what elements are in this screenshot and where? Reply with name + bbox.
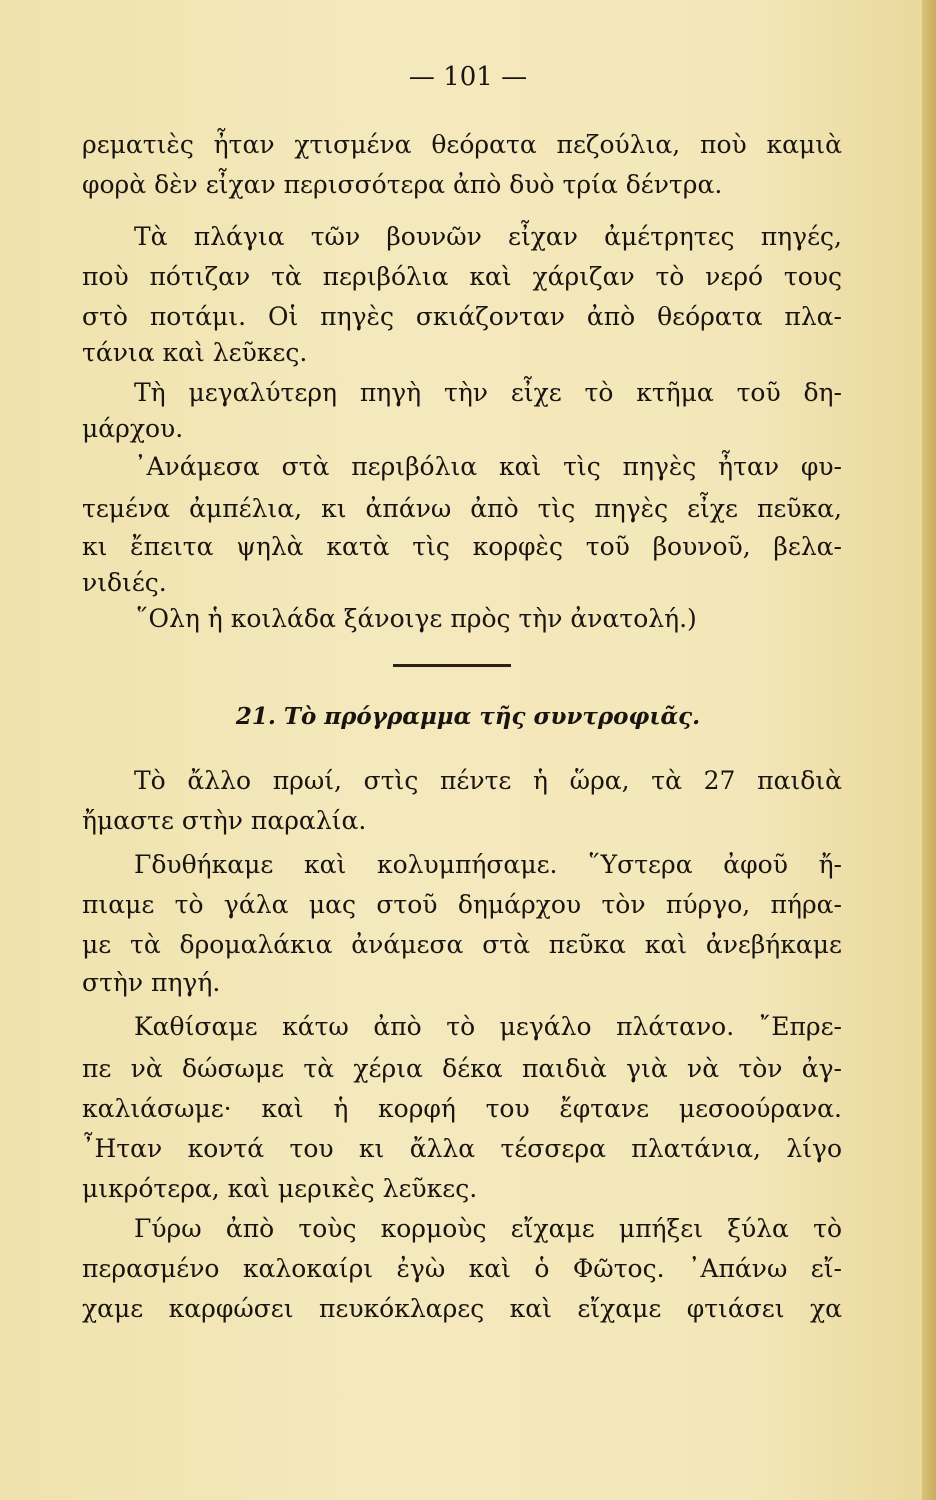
text-line: ῞Ολη ἡ κοιλάδα ξάνοιγε πρὸς τὴν ἀνατολή.) bbox=[136, 604, 697, 633]
text-line: ἤμαστε στὴν παραλία. bbox=[82, 806, 367, 835]
text-line: Γδυθήκαμε καὶ κολυμπήσαμε. ῞Υστερα ἀφοῦ ἤ- bbox=[134, 850, 842, 879]
text-line: ᾿Ανάμεσα στὰ περιβόλια καὶ τὶς πηγὲς ἦταν φυ- bbox=[134, 452, 842, 481]
text-line: νιδιές. bbox=[82, 568, 167, 597]
text-line: με τὰ δρομαλάκια ἀνάμεσα στὰ πεῦκα καὶ ἀνεβήκαμε bbox=[82, 930, 842, 959]
text-line: Καθίσαμε κάτω ἀπὸ τὸ μεγάλο πλάτανο. ῎Επρε- bbox=[134, 1012, 842, 1041]
text-line: χαμε καρφώσει πευκόκλαρες καὶ εἴχαμε φτιάσει χα bbox=[82, 1294, 842, 1323]
text-line: πιαμε τὸ γάλα μας στοῦ δημάρχου τὸν πύργο, πήρα- bbox=[82, 890, 842, 919]
text-line: στὸ ποτάμι. Οἱ πηγὲς σκιάζονταν ἀπὸ θεόρατα πλα- bbox=[82, 302, 842, 331]
section-divider bbox=[393, 664, 511, 667]
text-line: Τὸ ἄλλο πρωί, στὶς πέντε ἡ ὥρα, τὰ 27 παιδιὰ bbox=[134, 766, 842, 795]
text-line: Γύρω ἀπὸ τοὺς κορμοὺς εἴχαμε μπήξει ξύλα τὸ bbox=[134, 1214, 842, 1243]
text-line: φορὰ δὲν εἶχαν περισσότερα ἀπὸ δυὸ τρία δέντρα. bbox=[82, 170, 723, 199]
page-number: — 101 — bbox=[408, 62, 528, 92]
text-line: στὴν πηγή. bbox=[82, 968, 221, 997]
text-line: κι ἔπειτα ψηλὰ κατὰ τὶς κορφὲς τοῦ βουνοῦ, βελα- bbox=[82, 532, 842, 561]
text-line: μάρχου. bbox=[82, 414, 184, 443]
text-line: καλιάσωμε· καὶ ἡ κορφή του ἔφτανε μεσοούρανα. bbox=[82, 1094, 842, 1123]
text-line: περασμένο καλοκαίρι ἐγὼ καὶ ὁ Φῶτος. ᾿Απάνω εἴ- bbox=[82, 1254, 842, 1283]
page-edge-shadow bbox=[922, 0, 936, 1500]
text-line: τεμένα ἀμπέλια, κι ἀπάνω ἀπὸ τὶς πηγὲς εἶχε πεῦκα, bbox=[82, 494, 842, 523]
text-line: τάνια καὶ λεῦκες. bbox=[82, 338, 308, 367]
text-line: ποὺ πότιζαν τὰ περιβόλια καὶ χάριζαν τὸ νερό τους bbox=[82, 262, 842, 291]
text-line: μικρότερα, καὶ μερικὲς λεῦκες. bbox=[82, 1174, 478, 1203]
text-line: Τὰ πλάγια τῶν βουνῶν εἶχαν ἀμέτρητες πηγές, bbox=[134, 222, 842, 251]
text-line: πε νὰ δώσωμε τὰ χέρια δέκα παιδιὰ γιὰ νὰ τὸν ἀγ- bbox=[82, 1054, 842, 1083]
text-line: ῏Ηταν κοντά του κι ἄλλα τέσσερα πλατάνια, λίγο bbox=[82, 1134, 842, 1163]
text-line: ρεματιὲς ἦταν χτισμένα θεόρατα πεζούλια, ποὺ καμιὰ bbox=[82, 130, 842, 159]
text-line: Τὴ μεγαλύτερη πηγὴ τὴν εἶχε τὸ κτῆμα τοῦ δη- bbox=[134, 378, 842, 407]
section-heading: 21. Τὸ πρόγραμμα τῆς συντροφιᾶς. bbox=[235, 703, 701, 730]
